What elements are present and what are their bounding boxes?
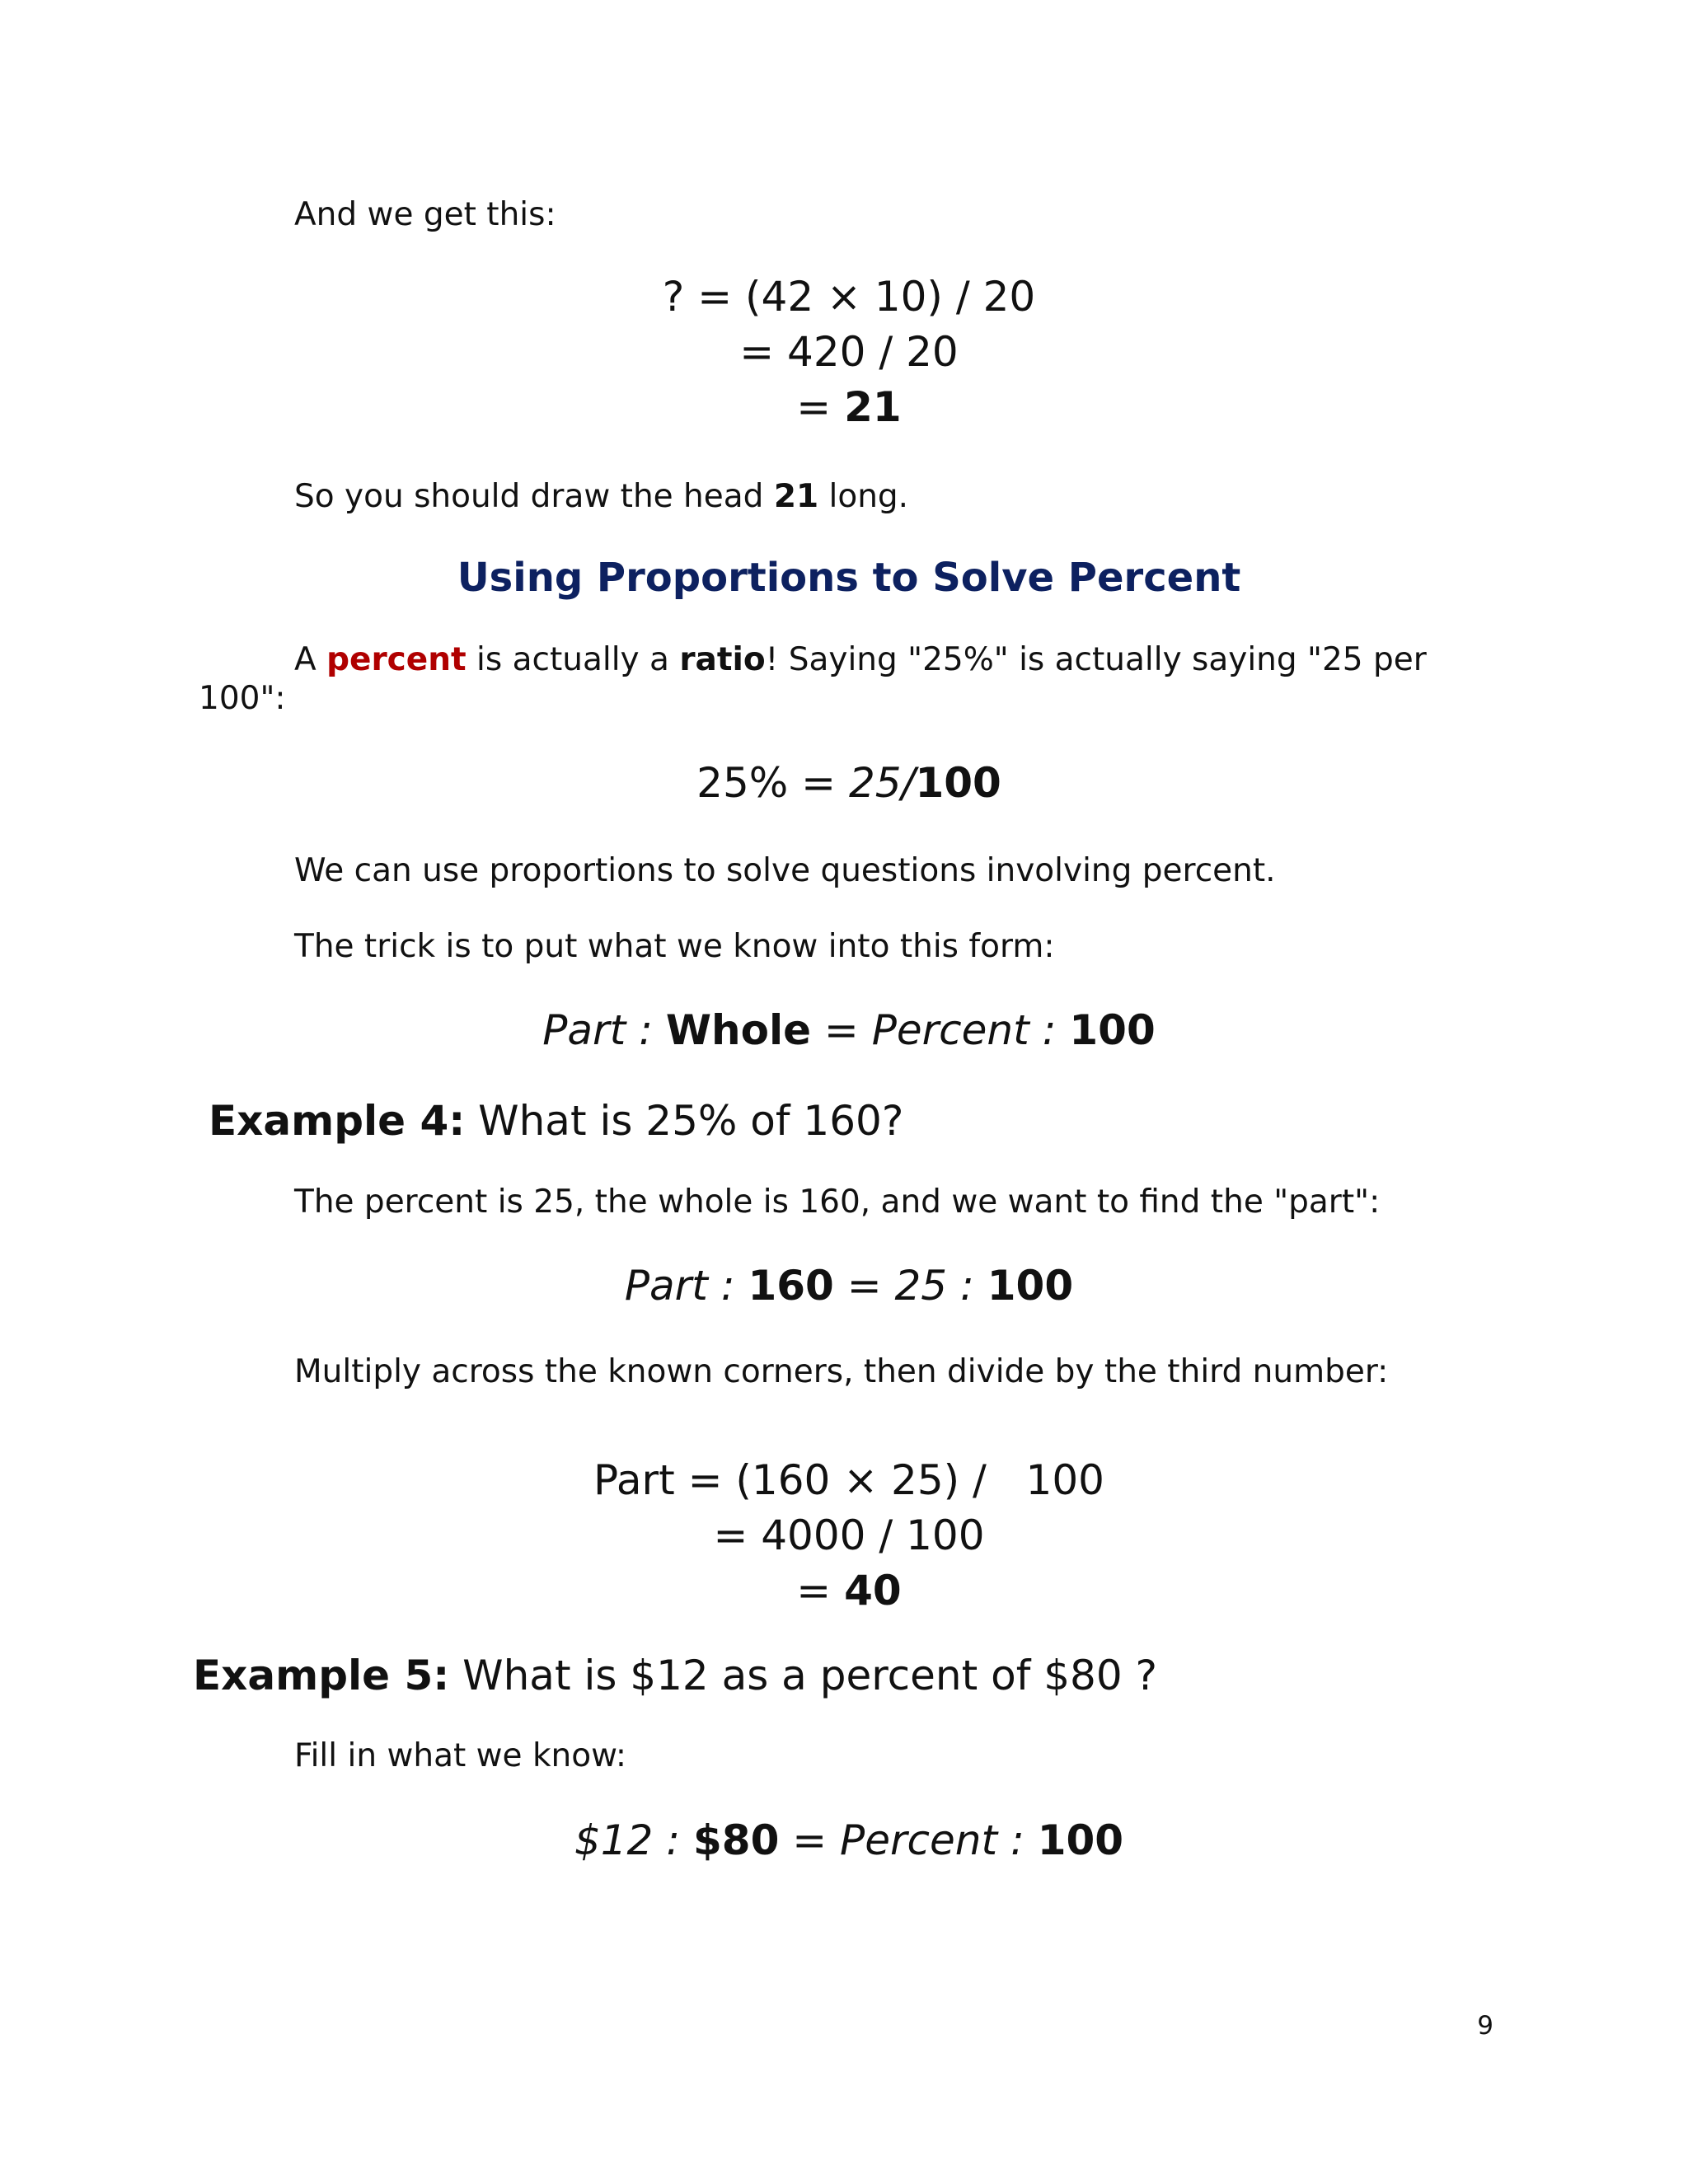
page-number: 9 xyxy=(1477,2011,1493,2041)
draw-text-before: So you should draw the head xyxy=(294,478,774,515)
example5-fill-instruction: Fill in what we know: xyxy=(294,1737,627,1774)
example5-eq-pct: Percent : xyxy=(840,1816,1038,1864)
example4-calc-line3 xyxy=(0,1566,1688,1615)
section-heading: Using Proportions to Solve Percent xyxy=(457,555,1241,601)
example4-calc-line1: Part = (160 × 25) / 100 xyxy=(593,1456,1104,1504)
percent-eq-left: 25% = xyxy=(696,759,849,807)
percent-fraction-equation xyxy=(0,758,1688,808)
form-part: Part : xyxy=(542,1006,666,1054)
example4-calc-prefix: = xyxy=(796,1567,845,1615)
form-equals: = xyxy=(811,1006,872,1054)
percent-eq-numerator: 25 xyxy=(848,759,902,807)
example5-heading xyxy=(193,1651,1157,1700)
paragraph-trick: The trick is to put what we know into this form: xyxy=(294,928,1055,965)
ratio-keyword: ratio xyxy=(679,641,766,678)
example5-question: What is $12 as a percent of $80 ? xyxy=(449,1652,1158,1699)
percent-t1: A xyxy=(294,641,327,678)
percent-eq-denominator: 100 xyxy=(915,759,1001,807)
paragraph-percent-line1 xyxy=(294,641,1427,680)
example4-eq-pct: 25 : xyxy=(894,1262,987,1310)
example5-label: Example 5: xyxy=(193,1652,450,1699)
form-whole: Whole xyxy=(665,1006,812,1054)
example5-equation xyxy=(0,1816,1688,1865)
example4-equation xyxy=(0,1261,1688,1310)
example4-eq-equals: = xyxy=(833,1262,895,1310)
form-hundred: 100 xyxy=(1069,1006,1156,1054)
example4-eq-whole: 160 xyxy=(748,1262,834,1310)
example5-eq-equals: = xyxy=(779,1816,841,1864)
example4-eq-part: Part : xyxy=(624,1262,748,1310)
example5-eq-hundred: 100 xyxy=(1037,1816,1124,1864)
example4-question: What is 25% of 160? xyxy=(465,1097,904,1145)
example4-calc-result: 40 xyxy=(844,1567,902,1615)
draw-text-after: long. xyxy=(818,478,909,515)
paragraph-draw-head xyxy=(294,478,908,517)
example4-eq-hundred: 100 xyxy=(987,1262,1074,1310)
example4-label: Example 4: xyxy=(209,1097,466,1145)
calc1-line1: ? = (42 × 10) / 20 xyxy=(662,273,1036,321)
form-equation xyxy=(0,1005,1688,1055)
percent-t2: is actually a xyxy=(466,641,680,678)
percent-keyword: percent xyxy=(326,641,467,678)
calc1-line3 xyxy=(0,382,1688,432)
paragraph-percent-line2: 100": xyxy=(199,680,286,717)
paragraph-intro: And we get this: xyxy=(294,196,556,233)
example4-heading xyxy=(209,1096,903,1146)
paragraph-use-proportions: We can use proportions to solve questions involving percent. xyxy=(294,852,1276,889)
example5-eq-whole: $80 xyxy=(692,1816,780,1864)
form-percent: Percent : xyxy=(871,1006,1070,1054)
draw-text-bold: 21 xyxy=(773,478,819,515)
calc1-line3-prefix: = xyxy=(796,383,845,431)
percent-eq-slash: / xyxy=(901,759,916,807)
calc1-line2: = 420 / 20 xyxy=(739,328,959,376)
example4-calc-line2: = 4000 / 100 xyxy=(713,1511,985,1559)
calc1-result: 21 xyxy=(844,383,902,431)
example5-eq-part: $12 : xyxy=(574,1816,693,1864)
percent-t3: ! Saying "25%" is actually saying "25 per xyxy=(765,641,1427,678)
example4-multiply-instruction: Multiply across the known corners, then divide by the third number: xyxy=(294,1353,1389,1390)
example4-explanation: The percent is 25, the whole is 160, and we want to find the "part": xyxy=(294,1183,1381,1221)
